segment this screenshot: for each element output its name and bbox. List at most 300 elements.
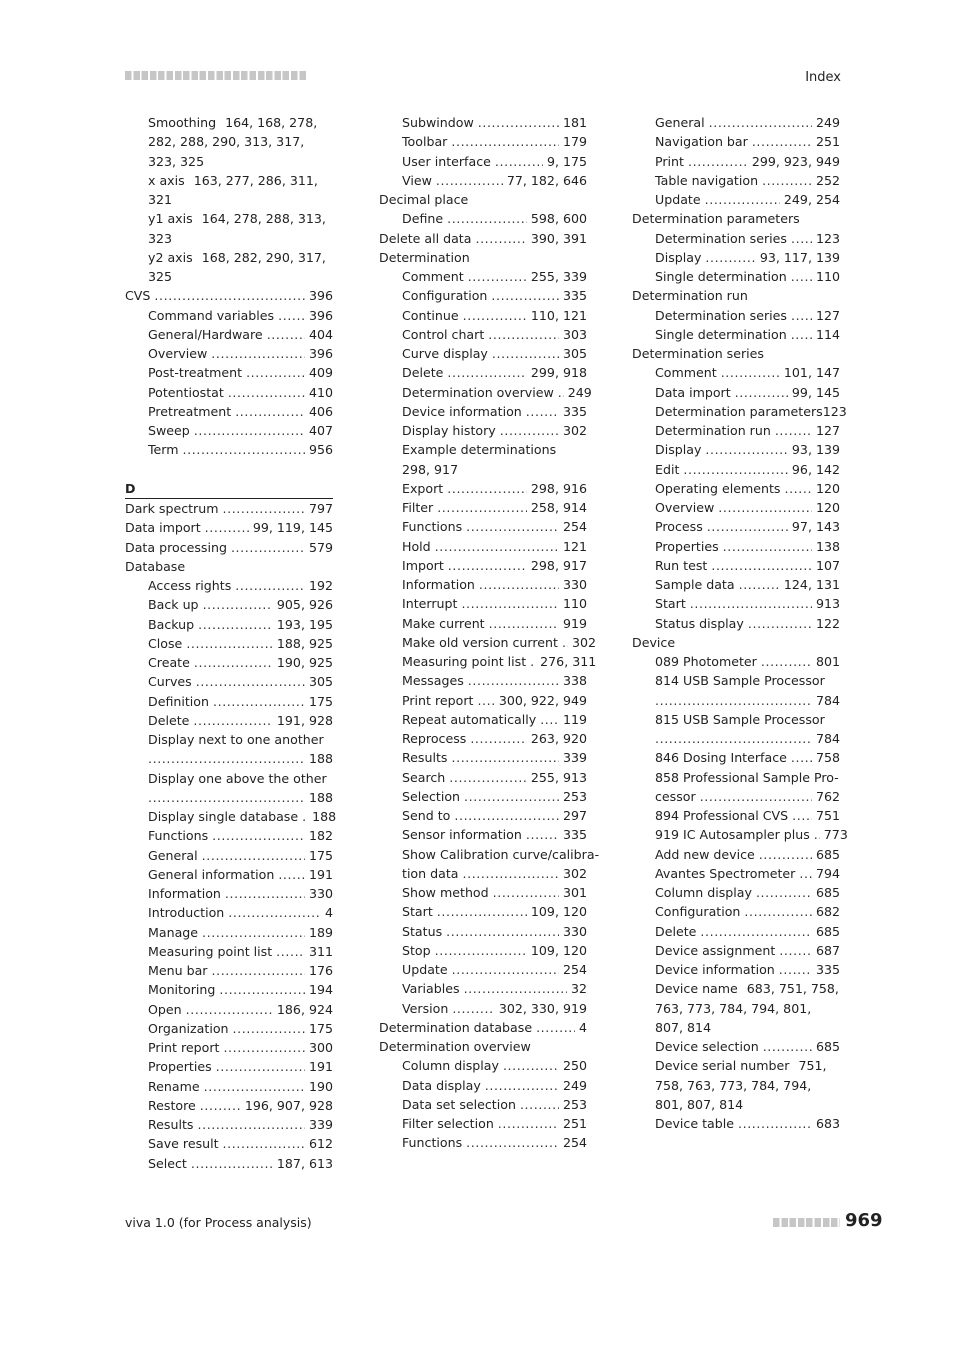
index-pages: 192 bbox=[308, 578, 333, 593]
header-squares-decoration bbox=[125, 71, 307, 80]
index-pages: 188 bbox=[308, 789, 333, 805]
index-term: Determination run bbox=[632, 288, 748, 304]
index-subentry bbox=[632, 768, 840, 787]
index-pages: 110 bbox=[562, 596, 587, 612]
index-term: Import bbox=[402, 557, 444, 573]
index-subentry bbox=[125, 749, 333, 768]
index-subentry bbox=[379, 383, 592, 402]
index-pages: 191 bbox=[308, 1059, 333, 1075]
index-subentry bbox=[632, 825, 848, 844]
index-subentry bbox=[632, 152, 840, 171]
index-pages: 687 bbox=[815, 942, 840, 958]
index-subentry bbox=[632, 306, 840, 325]
index-term: 919 IC Autosampler plus bbox=[655, 827, 810, 843]
index-term: Open bbox=[148, 1001, 182, 1017]
index-pages: 258, 914 bbox=[530, 500, 587, 515]
index-pages: 77, 182, 646 bbox=[506, 172, 587, 188]
index-pages: 301 bbox=[562, 885, 587, 900]
index-pages: 579 bbox=[308, 539, 333, 555]
index-term: Device serial number bbox=[655, 1058, 790, 1074]
index-entry bbox=[125, 286, 333, 305]
leader-dots bbox=[183, 440, 305, 459]
index-subentry bbox=[379, 1114, 587, 1133]
leader-dots bbox=[721, 363, 780, 382]
index-pages: 396 bbox=[308, 346, 333, 361]
index-term: Control chart bbox=[402, 326, 485, 342]
index-term: Comment bbox=[402, 269, 464, 284]
leader-dots bbox=[447, 209, 527, 228]
leader-dots bbox=[202, 923, 305, 942]
index-pages: 188, 925 bbox=[276, 635, 333, 651]
index-subentry bbox=[125, 306, 333, 325]
index-pages: 97, 143 bbox=[791, 519, 840, 535]
index-term: Determination run bbox=[655, 423, 771, 438]
index-term: Curve display bbox=[402, 346, 488, 361]
index-pages: 406 bbox=[308, 403, 333, 419]
leader-dots bbox=[235, 576, 305, 595]
index-term: Subwindow bbox=[402, 115, 474, 130]
index-subentry bbox=[379, 652, 597, 671]
index-pages: 250 bbox=[562, 1058, 587, 1074]
index-pages: 407 bbox=[308, 423, 333, 438]
index-term: Selection bbox=[402, 788, 461, 804]
index-pages: 101, 147 bbox=[783, 365, 840, 381]
leader-dots bbox=[211, 961, 304, 980]
index-subentry bbox=[379, 152, 587, 171]
index-term: y1 axis bbox=[148, 211, 193, 227]
leader-dots bbox=[775, 421, 812, 440]
index-term: 894 Professional CVS bbox=[655, 808, 789, 823]
index-pages: 119 bbox=[562, 711, 587, 727]
leader-dots bbox=[454, 806, 559, 825]
leader-dots bbox=[228, 903, 321, 922]
index-pages: 919 bbox=[562, 615, 587, 631]
leader-dots bbox=[498, 1114, 559, 1133]
index-term: Manage bbox=[148, 924, 199, 940]
index-term: Pretreatment bbox=[148, 403, 232, 419]
page-header-title: Index bbox=[805, 70, 841, 85]
leader-dots bbox=[154, 286, 305, 305]
index-pages: 305 bbox=[308, 674, 333, 690]
leader-dots bbox=[212, 826, 305, 845]
leader-dots bbox=[451, 748, 558, 767]
index-subentry bbox=[125, 615, 333, 634]
index-pages: 249 bbox=[562, 1077, 587, 1093]
leader-dots bbox=[191, 1154, 273, 1173]
index-pages: 297 bbox=[562, 808, 587, 823]
index-term: Dark spectrum bbox=[125, 501, 219, 516]
index-subentry bbox=[379, 691, 587, 710]
index-column-3 bbox=[632, 113, 848, 1133]
index-pages: 311 bbox=[308, 943, 333, 959]
index-term: Determination series bbox=[632, 346, 764, 361]
index-subentry bbox=[379, 209, 587, 228]
index-pages: 339 bbox=[562, 750, 587, 766]
index-pages: 905, 926 bbox=[276, 597, 333, 613]
index-pages: 193, 195 bbox=[276, 616, 333, 632]
index-subentry bbox=[125, 325, 333, 344]
index-pages: 685 bbox=[815, 1039, 840, 1054]
index-subentry bbox=[632, 1056, 840, 1114]
leader-dots bbox=[763, 1037, 812, 1056]
index-pages: 179 bbox=[562, 134, 587, 150]
index-term: Filter selection bbox=[402, 1116, 494, 1131]
index-term: Hold bbox=[402, 538, 431, 554]
index-subentry bbox=[379, 883, 587, 902]
leader-dots bbox=[492, 344, 559, 363]
leader-dots bbox=[799, 864, 812, 883]
leader-dots bbox=[779, 941, 812, 960]
index-subentry bbox=[379, 267, 587, 286]
index-pages: 249 bbox=[567, 384, 592, 400]
leader-dots bbox=[540, 710, 559, 729]
index-pages: 251 bbox=[815, 134, 840, 150]
index-term: Data import bbox=[125, 520, 201, 536]
index-subentry bbox=[125, 1019, 333, 1038]
index-subentry bbox=[379, 864, 587, 883]
index-term: Sample data bbox=[655, 577, 735, 592]
leader-dots bbox=[235, 402, 305, 421]
index-pages: 99, 145 bbox=[791, 384, 840, 400]
leader-dots bbox=[779, 960, 812, 979]
index-subentry bbox=[379, 710, 587, 729]
index-subentry bbox=[632, 729, 840, 748]
index-pages: 120 bbox=[815, 500, 840, 515]
leader-dots bbox=[186, 1000, 273, 1019]
leader-dots bbox=[705, 248, 755, 267]
index-term: Backup bbox=[148, 616, 195, 632]
index-subentry bbox=[632, 363, 840, 382]
leader-dots bbox=[520, 1095, 559, 1114]
index-pages: 298, 916 bbox=[530, 480, 587, 496]
index-pages: 255, 339 bbox=[530, 269, 587, 284]
index-term: Single determination bbox=[655, 269, 787, 284]
index-term: 815 USB Sample Processor bbox=[655, 711, 825, 727]
index-subentry bbox=[379, 729, 587, 748]
index-term: Filter bbox=[402, 500, 434, 515]
leader-dots bbox=[196, 672, 305, 691]
leader-dots bbox=[791, 325, 812, 344]
index-subentry bbox=[379, 633, 596, 652]
index-letter-heading: D bbox=[125, 479, 333, 499]
leader-dots bbox=[470, 729, 527, 748]
index-subentry bbox=[632, 498, 840, 517]
index-term: Make old version current bbox=[402, 634, 558, 650]
index-subentry bbox=[632, 652, 840, 671]
index-term: Information bbox=[148, 886, 221, 901]
index-term: Close bbox=[148, 635, 183, 651]
index-term: 846 Dosing Interface bbox=[655, 750, 787, 766]
index-pages: 253 bbox=[562, 1096, 587, 1112]
index-term: Start bbox=[402, 904, 433, 920]
index-pages: 263, 920 bbox=[530, 731, 587, 746]
index-term: Version bbox=[402, 1000, 449, 1016]
index-pages: 685 bbox=[815, 923, 840, 939]
index-pages: 598, 600 bbox=[530, 211, 587, 227]
index-subentry bbox=[125, 980, 333, 999]
leader-dots bbox=[700, 922, 812, 941]
index-subentry bbox=[379, 768, 587, 787]
index-term: Create bbox=[148, 655, 190, 670]
index-subentry bbox=[125, 730, 333, 749]
leader-dots bbox=[466, 517, 559, 536]
index-term: Messages bbox=[402, 673, 464, 689]
index-subentry bbox=[379, 344, 587, 363]
index-pages: 249 bbox=[815, 115, 840, 130]
index-pages: 164, 168, 278, 282, 288, 290, 313, 317, 323, 325 bbox=[148, 115, 318, 169]
index-subentry bbox=[125, 884, 333, 903]
index-pages: 751 bbox=[815, 808, 840, 823]
index-term: Export bbox=[402, 480, 444, 496]
index-pages: 110, 121 bbox=[530, 307, 587, 323]
leader-dots bbox=[814, 825, 820, 844]
index-term: Properties bbox=[655, 538, 719, 554]
index-subentry bbox=[125, 209, 333, 248]
index-subentry bbox=[125, 961, 333, 980]
index-pages: 114 bbox=[815, 326, 840, 342]
leader-dots bbox=[463, 864, 559, 883]
index-subentry bbox=[125, 383, 333, 402]
index-subentry bbox=[632, 671, 840, 690]
index-pages: 109, 120 bbox=[530, 942, 587, 958]
index-subentry bbox=[125, 711, 333, 730]
index-pages: 109, 120 bbox=[530, 904, 587, 920]
index-subentry bbox=[379, 479, 587, 498]
leader-dots bbox=[437, 902, 527, 921]
index-term: Determination parameters bbox=[655, 403, 823, 419]
index-subentry bbox=[125, 402, 333, 421]
index-term: Data processing bbox=[125, 539, 227, 555]
index-subentry bbox=[379, 171, 587, 190]
leader-dots bbox=[683, 460, 788, 479]
index-term: Print report bbox=[148, 1040, 220, 1055]
index-subentry bbox=[125, 769, 333, 788]
leader-dots bbox=[491, 286, 559, 305]
index-pages: 251 bbox=[562, 1116, 587, 1131]
index-entry bbox=[379, 190, 587, 209]
index-term: Save result bbox=[148, 1136, 219, 1152]
index-pages: 4 bbox=[324, 905, 333, 921]
index-pages: 685 bbox=[815, 885, 840, 900]
index-pages: 187, 613 bbox=[276, 1155, 333, 1171]
leader-dots bbox=[762, 171, 812, 190]
index-subentry bbox=[379, 1095, 587, 1114]
index-term: Start bbox=[655, 596, 686, 612]
index-term: cessor bbox=[655, 788, 696, 804]
index-pages: 127 bbox=[815, 307, 840, 323]
leader-dots bbox=[558, 383, 564, 402]
index-subentry bbox=[632, 132, 840, 151]
index-term: Select bbox=[148, 1155, 187, 1171]
index-subentry bbox=[632, 902, 840, 921]
index-subentry bbox=[379, 614, 587, 633]
index-spacer bbox=[125, 460, 333, 479]
index-pages: 409 bbox=[308, 365, 333, 381]
index-term: Data import bbox=[655, 384, 731, 400]
leader-dots bbox=[435, 537, 559, 556]
index-term: Command variables bbox=[148, 307, 275, 323]
index-pages: 410 bbox=[308, 384, 333, 400]
index-term: y2 axis bbox=[148, 249, 193, 265]
index-term: Column display bbox=[402, 1058, 499, 1074]
index-subentry bbox=[125, 672, 333, 691]
index-pages: 330 bbox=[562, 577, 587, 592]
index-term: Configuration bbox=[402, 288, 488, 304]
index-pages: 300, 922, 949 bbox=[498, 692, 587, 708]
index-pages: 276, 311 bbox=[540, 654, 597, 669]
index-term: Post-treatment bbox=[148, 365, 243, 381]
leader-dots bbox=[193, 711, 273, 730]
leader-dots bbox=[468, 671, 559, 690]
index-pages: 303 bbox=[562, 326, 587, 342]
index-term: Edit bbox=[655, 461, 680, 477]
index-pages: 168, 282, 290, 317, 325 bbox=[148, 249, 326, 284]
leader-dots bbox=[700, 787, 812, 806]
index-term: 089 Photometer bbox=[655, 654, 757, 669]
index-term: Table navigation bbox=[655, 172, 759, 188]
index-subentry bbox=[125, 1000, 333, 1019]
index-subentry bbox=[632, 556, 840, 575]
leader-dots bbox=[200, 1096, 241, 1115]
leader-dots bbox=[223, 1134, 305, 1153]
index-term: Display single database bbox=[148, 809, 299, 824]
index-subentry bbox=[632, 845, 840, 864]
index-subentry bbox=[632, 402, 847, 421]
index-term: tion data bbox=[402, 865, 459, 881]
leader-dots bbox=[477, 691, 494, 710]
index-term: Send to bbox=[402, 808, 451, 823]
index-term: Repeat automatically bbox=[402, 711, 537, 727]
index-pages: 784 bbox=[815, 731, 840, 746]
leader-dots bbox=[495, 152, 543, 171]
index-term: General bbox=[148, 847, 198, 863]
index-term: Potentiostat bbox=[148, 384, 224, 400]
index-subentry bbox=[379, 1076, 587, 1095]
index-subentry bbox=[125, 344, 333, 363]
index-pages: 138 bbox=[815, 538, 840, 554]
leader-dots bbox=[761, 652, 812, 671]
index-pages: 93, 117, 139 bbox=[759, 249, 840, 265]
index-pages: 175 bbox=[308, 847, 333, 863]
leader-dots bbox=[485, 1076, 559, 1095]
index-pages: 302, 330, 919 bbox=[498, 1000, 587, 1016]
index-term: Information bbox=[402, 577, 475, 592]
index-term: Term bbox=[148, 442, 179, 458]
leader-dots bbox=[738, 1114, 812, 1133]
leader-dots bbox=[791, 306, 812, 325]
leader-dots bbox=[526, 402, 559, 421]
index-subentry bbox=[125, 113, 333, 171]
index-pages: 762 bbox=[815, 788, 840, 804]
index-term: Status display bbox=[655, 615, 744, 631]
index-term: Determination parameters bbox=[632, 211, 800, 227]
index-term: Device bbox=[632, 634, 676, 650]
index-term: Example determinations bbox=[402, 442, 557, 458]
index-term: Restore bbox=[148, 1097, 196, 1113]
index-pages: 191 bbox=[308, 866, 333, 882]
leader-dots bbox=[198, 615, 273, 634]
index-term: Determination database bbox=[379, 1019, 533, 1035]
leader-dots bbox=[219, 980, 305, 999]
index-subentry bbox=[379, 594, 587, 613]
index-subentry bbox=[632, 594, 840, 613]
index-term: Continue bbox=[402, 307, 459, 323]
leader-dots bbox=[464, 979, 567, 998]
index-subentry bbox=[632, 575, 840, 594]
index-term: Determination series bbox=[655, 307, 787, 323]
leader-dots bbox=[752, 132, 812, 151]
index-pages: 758 bbox=[815, 750, 840, 766]
index-term: Print bbox=[655, 153, 684, 169]
index-subentry bbox=[125, 1115, 333, 1134]
index-pages: 339 bbox=[308, 1117, 333, 1132]
leader-dots bbox=[530, 652, 536, 671]
index-subentry bbox=[632, 267, 840, 286]
index-term: Device information bbox=[655, 962, 775, 977]
index-term: Sweep bbox=[148, 423, 190, 438]
leader-dots bbox=[735, 383, 788, 402]
index-entry bbox=[632, 209, 840, 228]
index-term: Functions bbox=[402, 519, 463, 535]
index-entry bbox=[125, 538, 333, 557]
index-pages: 123 bbox=[822, 403, 847, 419]
index-subentry bbox=[379, 806, 587, 825]
leader-dots bbox=[526, 825, 559, 844]
index-term: CVS bbox=[125, 288, 151, 304]
index-entry bbox=[379, 1018, 587, 1037]
index-entry bbox=[632, 286, 840, 305]
index-pages: 254 bbox=[562, 1135, 587, 1151]
index-term: Display history bbox=[402, 423, 496, 438]
index-subentry bbox=[379, 440, 587, 479]
index-subentry bbox=[632, 517, 840, 536]
index-subentry bbox=[379, 999, 587, 1018]
leader-dots bbox=[452, 999, 495, 1018]
index-subentry bbox=[632, 864, 840, 883]
index-term: Run test bbox=[655, 557, 708, 573]
index-subentry bbox=[632, 479, 840, 498]
index-pages: 773 bbox=[823, 827, 848, 843]
index-pages: 32 bbox=[570, 981, 587, 997]
index-subentry bbox=[379, 363, 587, 382]
index-pages: 252 bbox=[815, 172, 840, 188]
index-subentry bbox=[125, 846, 333, 865]
index-pages: 190, 925 bbox=[276, 655, 333, 670]
leader-dots bbox=[792, 806, 812, 825]
leader-dots bbox=[468, 267, 527, 286]
leader-dots bbox=[435, 941, 527, 960]
index-pages: 4 bbox=[578, 1019, 587, 1035]
index-pages: 255, 913 bbox=[530, 769, 587, 785]
index-entry bbox=[379, 248, 587, 267]
index-term: Back up bbox=[148, 597, 199, 613]
index-pages: 120 bbox=[815, 480, 840, 496]
index-term: Definition bbox=[148, 693, 209, 709]
index-pages: 181 bbox=[562, 115, 587, 130]
index-subentry bbox=[632, 1114, 840, 1133]
index-subentry bbox=[125, 1077, 333, 1096]
index-pages: 794 bbox=[815, 865, 840, 881]
index-term: User interface bbox=[402, 153, 491, 169]
index-subentry bbox=[125, 248, 333, 287]
index-pages: 182 bbox=[308, 828, 333, 844]
index-pages: 302 bbox=[562, 865, 587, 881]
index-pages: 683, 751, 758, 763, 773, 784, 794, 801, 807, 814 bbox=[655, 981, 839, 1035]
index-term: Variables bbox=[402, 981, 460, 997]
index-pages: 404 bbox=[308, 326, 333, 342]
leader-dots bbox=[197, 1115, 304, 1134]
index-subentry bbox=[379, 421, 587, 440]
